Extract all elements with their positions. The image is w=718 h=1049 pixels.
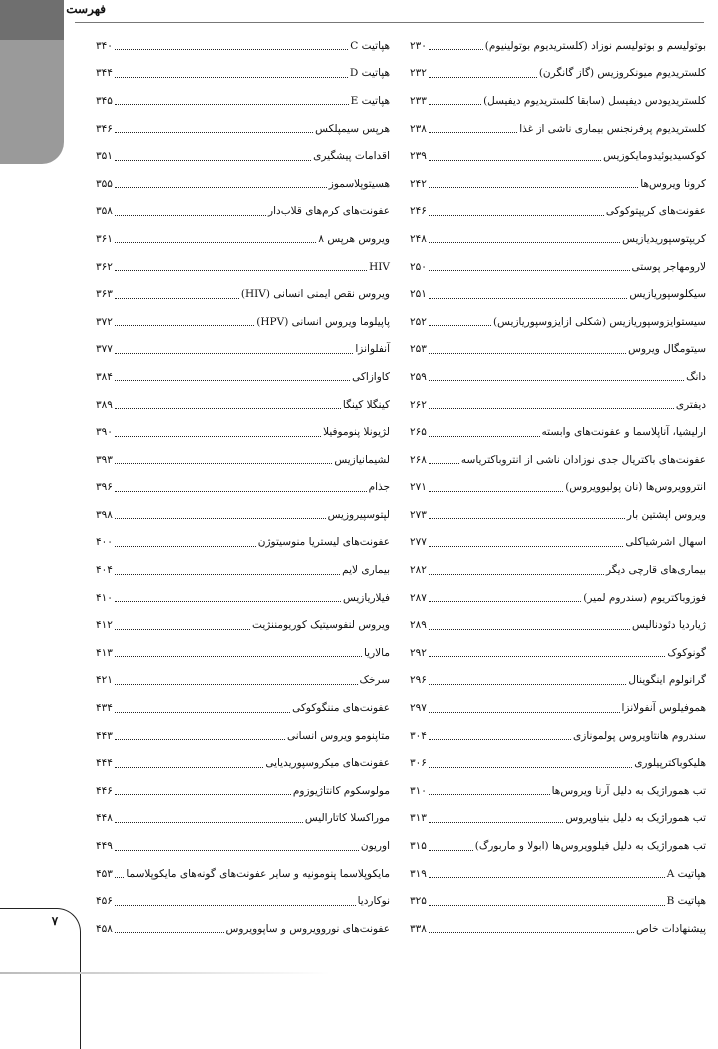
toc-entry[interactable] bbox=[96, 777, 390, 805]
toc-entry-title: انتروویروس‌ها (نان پولیوویروس) bbox=[565, 481, 706, 494]
toc-entry-title: عفونت‌های مننگوکوکی bbox=[292, 702, 390, 715]
toc-entry-page: ۲۸۲ bbox=[410, 564, 427, 577]
toc-entry[interactable] bbox=[410, 280, 706, 308]
toc-entry-page: ۴۴۸ bbox=[96, 812, 113, 825]
footer-bracket bbox=[0, 908, 81, 1049]
toc-entry[interactable] bbox=[410, 32, 706, 60]
toc-entry[interactable] bbox=[410, 722, 706, 750]
dot-leader bbox=[429, 132, 517, 133]
toc-entry-page: ۳۳۸ bbox=[410, 922, 427, 935]
toc-entry-title: اقدامات پیشگیری bbox=[313, 150, 390, 163]
toc-entry[interactable] bbox=[96, 308, 390, 336]
dot-leader bbox=[429, 353, 626, 354]
dot-leader bbox=[429, 629, 630, 630]
toc-entry-title: عفونت‌های کریپتوکوکی bbox=[605, 205, 706, 218]
toc-entry-page: ۳۷۷ bbox=[96, 343, 113, 356]
dot-leader bbox=[115, 546, 256, 547]
toc-entry[interactable] bbox=[96, 142, 390, 170]
toc-entry-page: ۳۴۰ bbox=[96, 39, 113, 52]
toc-entry-title: بیماری‌های قارچی دیگر bbox=[605, 564, 706, 577]
toc-entry-title: هپاتیت D bbox=[349, 67, 390, 80]
dot-leader bbox=[429, 932, 634, 933]
dot-leader bbox=[115, 325, 254, 326]
toc-entry-page: ۳۲۵ bbox=[410, 895, 427, 908]
toc-entry-page: ۲۷۳ bbox=[410, 508, 427, 521]
dot-leader bbox=[429, 850, 473, 851]
toc-entry-title: لپتوسپیروزیس bbox=[327, 508, 390, 521]
dot-leader bbox=[115, 270, 367, 271]
toc-entry-title: پاپیلوما ویروس انسانی (HPV) bbox=[256, 315, 390, 328]
dot-leader bbox=[429, 822, 563, 823]
toc-entry[interactable] bbox=[410, 639, 706, 667]
toc-entry-page: ۲۵۱ bbox=[410, 288, 427, 301]
toc-entry[interactable] bbox=[410, 198, 706, 226]
dot-leader bbox=[115, 436, 321, 437]
page-number: ۷ bbox=[51, 914, 59, 928]
toc-entry-page: ۳۴۵ bbox=[96, 94, 113, 107]
toc-entry-title: اوریون bbox=[360, 840, 390, 853]
toc-entry-title: بوتولیسم و بوتولیسم نوزاد (کلستریدیوم بوتولینیوم) bbox=[484, 39, 706, 52]
toc-entry[interactable] bbox=[96, 584, 390, 612]
dot-leader bbox=[429, 215, 604, 216]
toc-entry[interactable] bbox=[96, 225, 390, 253]
toc-entry-page: ۳۹۸ bbox=[96, 508, 113, 521]
dot-leader bbox=[115, 850, 359, 851]
dot-leader bbox=[115, 353, 353, 354]
toc-entry-page: ۲۶۸ bbox=[410, 453, 427, 466]
toc-entry-title: عفونت‌های کرم‌های قلاب‌دار bbox=[268, 205, 390, 218]
toc-entry-title: مولوسکوم کانتاژیوزوم bbox=[292, 784, 390, 797]
dot-leader bbox=[429, 77, 537, 78]
toc-entry-title: ویروس هرپس ۸ bbox=[318, 232, 390, 245]
toc-entry[interactable] bbox=[410, 115, 706, 143]
dot-leader bbox=[429, 463, 459, 464]
toc-entry-page: ۳۸۹ bbox=[96, 398, 113, 411]
toc-entry-title: لژیونلا پنوموفیلا bbox=[323, 426, 390, 439]
header-divider bbox=[75, 22, 704, 23]
toc-entry-title: نوکاردیا bbox=[357, 895, 390, 908]
toc-entry-page: ۲۳۹ bbox=[410, 150, 427, 163]
toc-entry-page: ۴۵۶ bbox=[96, 895, 113, 908]
toc-entry-title: مالاریا bbox=[363, 646, 390, 659]
dot-leader bbox=[429, 656, 665, 657]
toc-entry-page: ۴۴۹ bbox=[96, 840, 113, 853]
toc-entry-page: ۴۲۱ bbox=[96, 674, 113, 687]
dot-leader bbox=[429, 325, 491, 326]
toc-entry-title: هپاتیت C bbox=[350, 39, 390, 52]
toc-entry[interactable] bbox=[410, 529, 706, 557]
toc-entry-page: ۴۵۳ bbox=[96, 867, 113, 880]
toc-entry-title: عفونت‌های نوروویروس و ساپوویروس bbox=[225, 922, 390, 935]
toc-entry-page: ۳۹۰ bbox=[96, 426, 113, 439]
toc-entry-page: ۳۵۸ bbox=[96, 205, 113, 218]
toc-entry[interactable] bbox=[410, 336, 706, 364]
toc-entry[interactable] bbox=[410, 501, 706, 529]
toc-entry-title: فیلاریازیس bbox=[342, 591, 390, 604]
toc-entry-title: کلستریدیودس دیفیسل (سابقا کلستریدیوم دیفیسل) bbox=[483, 94, 706, 107]
toc-entry[interactable] bbox=[96, 363, 390, 391]
toc-entry-title: سندروم هانتاویروس پولمونازی bbox=[573, 729, 706, 742]
toc-entry[interactable] bbox=[410, 253, 706, 281]
toc-entry-title: فوزوباکتریوم (سندروم لمیر) bbox=[583, 591, 706, 604]
toc-entry-title: لارومهاجر پوستی bbox=[631, 260, 706, 273]
toc-entry-page: ۲۳۰ bbox=[410, 39, 427, 52]
toc-entry[interactable] bbox=[96, 253, 390, 281]
dot-leader bbox=[115, 684, 358, 685]
toc-entry-page: ۳۰۶ bbox=[410, 757, 427, 770]
toc-entry[interactable] bbox=[410, 832, 706, 860]
toc-entry-page: ۳۹۳ bbox=[96, 453, 113, 466]
toc-entry[interactable] bbox=[96, 887, 390, 915]
dot-leader bbox=[429, 436, 540, 437]
toc-entry-title: کوکسیدیوئیدومایکوزیس bbox=[603, 150, 706, 163]
toc-entry[interactable] bbox=[410, 225, 706, 253]
toc-entry-page: ۲۵۰ bbox=[410, 260, 427, 273]
toc-entry-page: ۲۷۷ bbox=[410, 536, 427, 549]
toc-entry-page: ۴۱۲ bbox=[96, 619, 113, 632]
toc-entry-title: ویروس اپشتین بار bbox=[626, 508, 706, 521]
toc-entry-page: ۴۳۴ bbox=[96, 702, 113, 715]
toc-entry-page: ۳۱۰ bbox=[410, 784, 427, 797]
dot-leader bbox=[429, 739, 571, 740]
toc-entry[interactable] bbox=[96, 418, 390, 446]
toc-entry-title: سیستوایزوسپوریازیس (شکلی ازایزوسپوریازیس) bbox=[493, 315, 706, 328]
toc-entry-title: هرپس سیمپلکس bbox=[315, 122, 390, 135]
dot-leader bbox=[115, 242, 316, 243]
toc-entry-title: کلستریدیوم میونکروزیس (گاز گانگرن) bbox=[538, 67, 706, 80]
toc-entry[interactable] bbox=[96, 32, 390, 60]
toc-entry-page: ۴۴۶ bbox=[96, 784, 113, 797]
toc-entry-title: دانگ bbox=[686, 370, 706, 383]
toc-entry-title: تب هموراژیک به دلیل فیلوویروس‌ها (ابولا و ماربورگ) bbox=[474, 840, 706, 853]
toc-entry-page: ۲۵۳ bbox=[410, 343, 427, 356]
dot-leader bbox=[429, 767, 632, 768]
toc-entry-title: ژیاردیا دئودنالیس bbox=[632, 619, 706, 632]
toc-entry[interactable] bbox=[96, 694, 390, 722]
toc-entry[interactable] bbox=[96, 115, 390, 143]
toc-entry-title: دیفتری bbox=[675, 398, 706, 411]
toc-entry-page: ۴۱۳ bbox=[96, 646, 113, 659]
toc-entry-page: ۲۶۵ bbox=[410, 426, 427, 439]
toc-entry-title: لشیمانیازیس bbox=[334, 453, 390, 466]
dot-leader bbox=[115, 822, 303, 823]
toc-entry-page: ۳۱۹ bbox=[410, 867, 427, 880]
toc-entry-title: ارلیشیا، آناپلاسما و عفونت‌های وابسته bbox=[541, 426, 706, 439]
toc-entry-page: ۳۱۳ bbox=[410, 812, 427, 825]
toc-entry-page: ۲۴۶ bbox=[410, 205, 427, 218]
toc-entry[interactable] bbox=[410, 474, 706, 502]
toc-entry[interactable] bbox=[410, 749, 706, 777]
toc-entry-page: ۲۵۹ bbox=[410, 370, 427, 383]
toc-entry-title: هموفیلوس آنفولانزا bbox=[621, 702, 706, 715]
dot-leader bbox=[115, 49, 348, 50]
dot-leader bbox=[429, 187, 638, 188]
toc-entry[interactable] bbox=[96, 915, 390, 943]
dot-leader bbox=[429, 408, 674, 409]
toc-entry-title: هسیتوپلاسموز bbox=[328, 177, 390, 190]
dot-leader bbox=[115, 408, 341, 409]
page-title: فهرست bbox=[66, 2, 106, 16]
toc-entry-page: ۲۴۲ bbox=[410, 177, 427, 190]
toc-entry-title: تب هموراژیک به دلیل بنیاویروس bbox=[565, 812, 706, 825]
toc-entry-page: ۳۵۵ bbox=[96, 177, 113, 190]
toc-entry[interactable] bbox=[96, 391, 390, 419]
dot-leader bbox=[115, 712, 290, 713]
toc-entry[interactable] bbox=[96, 556, 390, 584]
dot-leader bbox=[115, 518, 326, 519]
dot-leader bbox=[429, 712, 620, 713]
toc-entry[interactable] bbox=[96, 198, 390, 226]
toc-entry-title: عفونت‌های باکتریال جدی نوزادان ناشی از انتروباکتریاسه bbox=[460, 453, 706, 466]
toc-entry-title: هپاتیت E bbox=[350, 94, 390, 107]
dot-leader bbox=[429, 104, 481, 105]
toc-entry-page: ۳۷۲ bbox=[96, 315, 113, 328]
toc-entry[interactable] bbox=[410, 694, 706, 722]
toc-entry-title: متاپنومو ویروس انسانی bbox=[287, 729, 390, 742]
toc-entry[interactable] bbox=[410, 915, 706, 943]
toc-entry-page: ۲۵۲ bbox=[410, 315, 427, 328]
toc-entry-page: ۲۹۶ bbox=[410, 674, 427, 687]
toc-entry-page: ۲۸۷ bbox=[410, 591, 427, 604]
toc-entry[interactable] bbox=[96, 529, 390, 557]
dot-leader bbox=[115, 574, 340, 575]
toc-entry[interactable] bbox=[96, 860, 390, 888]
toc-entry[interactable] bbox=[410, 446, 706, 474]
toc-entry-title: اسهال اشرشیاکلی bbox=[625, 536, 706, 549]
toc-entry[interactable] bbox=[410, 60, 706, 88]
toc-entry-title: ویروس لنفوسیتیک کوریومننژیت bbox=[252, 619, 390, 632]
toc-entry-page: ۴۰۰ bbox=[96, 536, 113, 549]
toc-right-column bbox=[410, 32, 706, 943]
toc-entry-page: ۳۸۴ bbox=[96, 370, 113, 383]
toc-entry[interactable] bbox=[410, 611, 706, 639]
toc-entry[interactable] bbox=[410, 860, 706, 888]
dot-leader bbox=[115, 877, 124, 878]
toc-entry-title: کاوازاکی bbox=[352, 370, 390, 383]
toc-entry[interactable] bbox=[410, 170, 706, 198]
toc-entry[interactable] bbox=[96, 60, 390, 88]
toc-entry-title: کرونا ویروس‌ها bbox=[640, 177, 706, 190]
toc-entry-page: ۳۶۱ bbox=[96, 232, 113, 245]
toc-entry-title: جذام bbox=[368, 481, 390, 494]
toc-entry-title: کینگلا کینگا bbox=[342, 398, 390, 411]
toc-entry-page: ۲۳۲ bbox=[410, 67, 427, 80]
toc-entry-page: ۴۴۳ bbox=[96, 729, 113, 742]
toc-entry-page: ۲۳۳ bbox=[410, 94, 427, 107]
toc-entry[interactable] bbox=[96, 87, 390, 115]
toc-entry-title: سیکلوسپوریازیس bbox=[629, 288, 706, 301]
toc-entry[interactable] bbox=[96, 336, 390, 364]
toc-entry[interactable] bbox=[410, 805, 706, 833]
toc-entry-page: ۲۴۸ bbox=[410, 232, 427, 245]
dot-leader bbox=[429, 905, 665, 906]
dot-leader bbox=[429, 601, 581, 602]
dot-leader bbox=[429, 574, 604, 575]
toc-entry-page: ۲۹۲ bbox=[410, 646, 427, 659]
toc-entry[interactable] bbox=[410, 418, 706, 446]
toc-entry-title: گرانولوم اینگوینال bbox=[628, 674, 706, 687]
dot-leader bbox=[429, 877, 665, 878]
toc-entry-title: کلستریدیوم پرفرنجنس بیماری ناشی از غذا bbox=[519, 122, 706, 135]
toc-entry[interactable] bbox=[410, 363, 706, 391]
toc-entry-page: ۲۸۹ bbox=[410, 619, 427, 632]
toc-left-column bbox=[96, 32, 390, 943]
toc-entry-page: ۳۴۶ bbox=[96, 122, 113, 135]
toc-entry[interactable] bbox=[410, 142, 706, 170]
toc-entry[interactable] bbox=[96, 667, 390, 695]
dot-leader bbox=[115, 77, 348, 78]
toc-entry[interactable] bbox=[410, 667, 706, 695]
dot-leader bbox=[429, 242, 620, 243]
toc-entry-page: ۴۴۴ bbox=[96, 757, 113, 770]
toc-entry-page: ۳۹۶ bbox=[96, 481, 113, 494]
dot-leader bbox=[115, 629, 250, 630]
toc-entry[interactable] bbox=[410, 887, 706, 915]
toc-entry-page: ۴۱۰ bbox=[96, 591, 113, 604]
toc-entry[interactable] bbox=[96, 501, 390, 529]
toc-entry-title: آنفلوانزا bbox=[355, 343, 390, 356]
dot-leader bbox=[429, 684, 626, 685]
toc-entry-title: هلیکوباکترپیلوری bbox=[634, 757, 706, 770]
toc-entry-title: تب هموراژیک به دلیل آرنا ویروس‌ها bbox=[551, 784, 706, 797]
toc-entry-page: ۴۵۸ bbox=[96, 922, 113, 935]
toc-entry-title: سیتومگال ویروس bbox=[628, 343, 706, 356]
toc-entry-title: ویروس نقص ایمنی انسانی (HIV) bbox=[240, 288, 390, 301]
dot-leader bbox=[115, 739, 285, 740]
toc-entry[interactable] bbox=[410, 391, 706, 419]
toc-entry-title: کریپتوسپوریدیازیس bbox=[622, 232, 706, 245]
toc-entry-title: بیماری لایم bbox=[342, 564, 390, 577]
toc-entry-title: مایکوپلاسما پنومونیه و سایر عفونت‌های گونه‌های مایکوپلاسما bbox=[126, 867, 390, 880]
dot-leader bbox=[429, 491, 563, 492]
toc-entry-page: ۳۱۵ bbox=[410, 840, 427, 853]
dot-leader bbox=[115, 767, 263, 768]
toc-entry-title: عفونت‌های میکروسپوریدیایی bbox=[265, 757, 390, 770]
toc-entry[interactable] bbox=[96, 749, 390, 777]
toc-entry-page: ۴۰۴ bbox=[96, 564, 113, 577]
dot-leader bbox=[115, 932, 224, 933]
dot-leader bbox=[429, 49, 483, 50]
toc-entry[interactable] bbox=[96, 474, 390, 502]
toc-entry-title: گونوکوک bbox=[667, 646, 706, 659]
toc-entry[interactable] bbox=[410, 556, 706, 584]
toc-entry-page: ۳۴۴ bbox=[96, 67, 113, 80]
toc-entry-page: ۳۶۳ bbox=[96, 288, 113, 301]
toc-entry[interactable] bbox=[96, 722, 390, 750]
toc-entry-title: عفونت‌های لیستریا منوسیتوژن bbox=[257, 536, 390, 549]
dot-leader bbox=[429, 270, 630, 271]
toc-entry-title: هپاتیت A bbox=[666, 867, 706, 880]
dot-leader bbox=[115, 380, 350, 381]
toc-entry-page: ۲۳۸ bbox=[410, 122, 427, 135]
toc-entry-page: ۳۰۴ bbox=[410, 729, 427, 742]
dot-leader bbox=[429, 546, 623, 547]
dot-leader bbox=[429, 794, 550, 795]
toc-entry-page: ۳۵۱ bbox=[96, 150, 113, 163]
toc-entry-title: موراکسلا کاتارالیس bbox=[304, 812, 390, 825]
toc-entry[interactable] bbox=[96, 611, 390, 639]
toc-entry-page: ۳۶۲ bbox=[96, 260, 113, 273]
toc-entry-page: ۲۷۱ bbox=[410, 481, 427, 494]
toc-entry-title: HIV bbox=[369, 260, 390, 273]
toc-entry[interactable] bbox=[96, 639, 390, 667]
toc-entry[interactable] bbox=[410, 584, 706, 612]
toc-entry-title: پیشنهادات خاص bbox=[636, 922, 706, 935]
toc-entry-page: ۲۶۲ bbox=[410, 398, 427, 411]
dot-leader bbox=[115, 601, 341, 602]
dot-leader bbox=[115, 794, 291, 795]
toc-entry-title: هپاتیت B bbox=[666, 895, 706, 908]
dot-leader bbox=[115, 905, 356, 906]
dot-leader bbox=[115, 132, 313, 133]
dot-leader bbox=[429, 298, 627, 299]
toc-entry[interactable] bbox=[410, 777, 706, 805]
toc-entry[interactable] bbox=[410, 308, 706, 336]
dot-leader bbox=[429, 518, 625, 519]
toc-entry[interactable] bbox=[96, 832, 390, 860]
dot-leader bbox=[115, 215, 266, 216]
dot-leader bbox=[115, 491, 367, 492]
dot-leader bbox=[115, 160, 311, 161]
dot-leader bbox=[115, 463, 332, 464]
toc-entry[interactable] bbox=[96, 805, 390, 833]
toc-entry[interactable] bbox=[410, 87, 706, 115]
footer-bar bbox=[0, 972, 330, 974]
dot-leader bbox=[429, 160, 601, 161]
dot-leader bbox=[115, 656, 362, 657]
dot-leader bbox=[115, 187, 327, 188]
toc-entry-page: ۲۹۷ bbox=[410, 702, 427, 715]
toc-entry[interactable] bbox=[96, 170, 390, 198]
dot-leader bbox=[115, 104, 349, 105]
dot-leader bbox=[429, 380, 684, 381]
toc-entry[interactable] bbox=[96, 446, 390, 474]
side-tab-top bbox=[0, 0, 64, 40]
dot-leader bbox=[115, 298, 239, 299]
toc-entry[interactable] bbox=[96, 280, 390, 308]
toc-entry-title: سرخک bbox=[359, 674, 390, 687]
